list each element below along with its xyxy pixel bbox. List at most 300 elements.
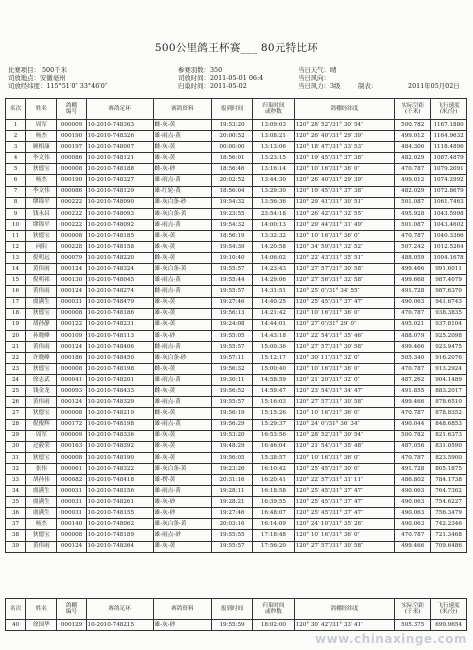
table-cell: 雄-灰-黄 <box>153 452 211 463</box>
table-cell: 5 <box>6 164 26 175</box>
table-cell: 488.079 <box>395 330 431 341</box>
table-cell: 过毅荣 <box>26 441 57 452</box>
table-row <box>6 286 467 297</box>
table-cell: 120° 30′ 11″/31° 32′ 0″ <box>294 352 395 363</box>
table-cell: 雄-雨点-黄 <box>153 419 211 430</box>
table-row <box>6 142 467 153</box>
table-cell: 10-2010-748045 <box>86 275 153 286</box>
table-cell: 李文伟 <box>26 153 57 164</box>
column-header: 赛鸽资料 <box>153 99 211 120</box>
table-cell: 10-2010-748324 <box>86 264 153 275</box>
table-cell: 15:38:57 <box>253 452 294 463</box>
table-cell: 000197 <box>57 142 86 153</box>
table-cell: 500.782 <box>395 430 431 441</box>
table-cell: 徐国华 <box>26 620 57 631</box>
table-cell: 505.340 <box>395 352 431 363</box>
column-header: 赛鸽足环 <box>86 599 153 620</box>
table-cell: 499.466 <box>395 397 431 408</box>
table-cell: 33 <box>6 475 26 486</box>
table-cell: 18:02:00 <box>253 620 294 631</box>
table-cell: 10-2010-748185 <box>86 230 153 241</box>
table-cell: 699.9654 <box>431 620 467 631</box>
table-cell: 120° 21′ 20″/31° 32′ 0″ <box>294 375 395 386</box>
table-row <box>6 219 467 230</box>
table-cell: 17:56:20 <box>253 541 294 552</box>
table-cell: 10-2010-748188 <box>86 164 153 175</box>
table-cell: 10-2010-748261 <box>86 497 153 508</box>
meta-return-time: 归巢时间：2011-05-02 <box>178 82 247 91</box>
table-cell: 120° 25′ 45″/31° 37′ 47″ <box>294 508 395 519</box>
table-cell: 15:00:36 <box>253 341 294 352</box>
table-cell: 19:56:19 <box>211 408 252 419</box>
table-cell: 10-2010-748090 <box>86 197 153 208</box>
table-cell: 20:02:52 <box>211 175 252 186</box>
table-row <box>6 153 467 164</box>
table-cell: 13:44:30 <box>253 175 294 186</box>
table-cell: 120° 27′ 57″/31° 30′ 58″ <box>294 341 395 352</box>
table-cell: 120° 10′ 16″/31° 36′ 0″ <box>294 230 395 241</box>
table-row <box>6 319 467 330</box>
table-row <box>6 253 467 264</box>
table-cell: 19:55:59 <box>211 620 252 631</box>
table-cell: 916.2076 <box>431 352 467 363</box>
table-cell: 雄-灰-黄 <box>153 319 211 330</box>
table-cell: 16:20:41 <box>253 475 294 486</box>
table-cell: 000124 <box>57 397 86 408</box>
table-cell: 24 <box>6 375 26 386</box>
table-cell: 雄-灰-黄 <box>153 242 211 253</box>
column-header: 归巢时间 或秒数 <box>253 99 294 120</box>
document-title: 500公里鸽王杯赛___ 80元特比环 <box>154 42 319 54</box>
meta-wind-force: 当日风力：3级 <box>298 82 341 91</box>
table-cell: 向阳 <box>26 242 57 253</box>
table-cell: 000124 <box>57 541 86 552</box>
table-row <box>6 441 467 452</box>
table-cell: 张伟 <box>26 463 57 474</box>
table-cell: 16:39:55 <box>253 497 294 508</box>
table-cell: 14 <box>6 264 26 275</box>
table-cell: 000079 <box>57 253 86 264</box>
table-cell: 10-2010-748092 <box>86 219 153 230</box>
table-cell: 120° 25′ 45″/31° 37′ 47″ <box>294 486 395 497</box>
table-cell: 10 <box>6 219 26 230</box>
table-cell: 狄德宝 <box>26 452 57 463</box>
table-cell: 黄伟雨 <box>26 397 57 408</box>
column-header: 姓名 <box>26 99 57 120</box>
table-cell: 10-2010-748327 <box>86 175 153 186</box>
meta-release-time: 司放时间：2011-05-01 06:4 <box>178 74 264 83</box>
table-cell: 雄-灰-黄 <box>153 153 211 164</box>
table-cell: 000129 <box>57 620 86 631</box>
table-cell: 10-2010-748215 <box>86 620 153 631</box>
table-cell: 000109 <box>57 330 86 341</box>
table-cell: 25 <box>6 386 26 397</box>
table-cell: 1043.4602 <box>431 219 467 230</box>
table-cell: 991.6011 <box>431 264 467 275</box>
table-row <box>6 120 467 131</box>
table-cell: 1164.9632 <box>431 131 467 142</box>
table-cell: 19 <box>6 319 26 330</box>
table-cell: 000082 <box>57 475 86 486</box>
column-header: 飞行速度 (米/分) <box>431 599 467 620</box>
table-cell: 14:40:25 <box>253 297 294 308</box>
table-cell: 831.0590 <box>431 441 467 452</box>
table-cell: 120° 21′ 54″/31° 35′ 48″ <box>294 441 395 452</box>
table-row <box>6 242 467 253</box>
table-cell: 19:56:52 <box>211 386 252 397</box>
table-cell: 490.063 <box>395 497 431 508</box>
table-cell: 500.782 <box>395 120 431 131</box>
table-cell: 120° 27′ 56″/31° 32′ 58″ <box>294 275 395 286</box>
table-cell: 14:23:43 <box>253 264 294 275</box>
table-cell: 10-2010-748274 <box>86 286 153 297</box>
table-cell: 925.2098 <box>431 330 467 341</box>
table-cell: 499.466 <box>395 541 431 552</box>
table-cell: 2 <box>6 131 26 142</box>
table-cell: 10-2010-748479 <box>86 297 153 308</box>
table-body <box>6 120 467 553</box>
table-cell: 19:54:39 <box>211 242 252 253</box>
table-cell: 19:23:26 <box>211 463 252 474</box>
table-cell: 14:44:01 <box>253 319 294 330</box>
meta-release-coord: 司放经纬度：115°51′0″ 33°46′0″ <box>8 82 108 91</box>
table-cell: 1167.1880 <box>431 120 467 131</box>
table-cell: 10-2010-748158 <box>86 242 153 253</box>
table-row <box>6 408 467 419</box>
table-cell: 120° 10′ 16″/31° 36′ 0″ <box>294 364 395 375</box>
column-header: 报到时间 <box>211 599 252 620</box>
table-cell: 923.9475 <box>431 341 467 352</box>
table-cell: 721.3468 <box>431 530 467 541</box>
table-cell: 1 <box>6 120 26 131</box>
table-cell: 雌-灰-黄 <box>153 142 211 153</box>
table-cell: 10-2010-748220 <box>86 253 153 264</box>
table-cell: 821.6373 <box>431 430 467 441</box>
table-cell: 000031 <box>57 486 86 497</box>
table-cell: 杨杰 <box>26 519 57 530</box>
table-cell: 雄-灰-黄 <box>153 430 211 441</box>
table-cell: 钱金龙 <box>26 386 57 397</box>
table-cell: 120° 27′ 0″/31° 29′ 0″ <box>294 319 395 330</box>
table-cell: 黄伟雨 <box>26 341 57 352</box>
table-cell: 雄-灰-砂 <box>153 330 211 341</box>
table-cell: 000222 <box>57 219 86 230</box>
table-cell: 764.7362 <box>431 486 467 497</box>
table-cell: 000008 <box>57 364 86 375</box>
table-cell: 938.3835 <box>431 308 467 319</box>
table-cell: 499.012 <box>395 131 431 142</box>
table-cell: 32 <box>6 463 26 474</box>
table-cell: 26 <box>6 397 26 408</box>
table-cell: 19:55:57 <box>211 397 252 408</box>
table-cell: 000222 <box>57 208 86 219</box>
table-cell: 15:16:03 <box>253 397 294 408</box>
table-cell: 120° 10′ 16″/31° 36′ 0″ <box>294 530 395 541</box>
table-row <box>6 452 467 463</box>
table-cell: 10-2010-748433 <box>86 386 153 397</box>
table-cell: 雄-雨点-黄 <box>153 275 211 286</box>
table-cell: 987.6370 <box>431 286 467 297</box>
table-cell: 10-2010-748364 <box>86 541 153 552</box>
table-cell: 20:00:52 <box>211 131 252 142</box>
table-cell: 000086 <box>57 153 86 164</box>
table-cell: 20:03:16 <box>211 519 252 530</box>
table-cell: 000009 <box>57 120 86 131</box>
table-cell: 754.6227 <box>431 497 467 508</box>
table-cell: 狄德宝 <box>26 408 57 419</box>
table-cell: 484.306 <box>395 142 431 153</box>
table-cell: 470.787 <box>395 452 431 463</box>
table-cell: 000093 <box>57 386 86 397</box>
table-cell: 13:08:21 <box>253 131 294 142</box>
table-cell: 雄-雨点-黄 <box>153 219 211 230</box>
table-cell: 雄-灰-黄 <box>153 541 211 552</box>
meta-made: 制表： <box>358 82 378 91</box>
table-cell: 120° 10′ 16″/31° 36′ 0″ <box>294 452 395 463</box>
table-cell: 000031 <box>57 497 86 508</box>
table-cell: 35 <box>6 497 26 508</box>
column-header: 赛鸽足环 <box>86 99 153 120</box>
table-cell: 878.8352 <box>431 408 467 419</box>
table-cell: 15:00:40 <box>253 364 294 375</box>
table-cell: 000031 <box>57 297 86 308</box>
table-cell: 狄德宝 <box>26 230 57 241</box>
table-cell: 120° 27′ 57″/31° 30′ 58″ <box>294 541 395 552</box>
table-cell: 雄-灰-黄 <box>153 297 211 308</box>
table-cell: 19:10:40 <box>211 253 252 264</box>
table-cell: 491.728 <box>395 463 431 474</box>
table-cell: 15 <box>6 275 26 286</box>
table-cell: 19:55:57 <box>211 264 252 275</box>
table-cell: 1074.2992 <box>431 175 467 186</box>
meta-weather: 当日天气：晴 <box>298 66 337 74</box>
table-cell: 10-2010-748201 <box>86 375 153 386</box>
table-cell: 000008 <box>57 230 86 241</box>
table-cell: 000031 <box>57 508 86 519</box>
table-row <box>6 186 467 197</box>
table-cell: 470.787 <box>395 164 431 175</box>
table-cell: 14:29:06 <box>253 275 294 286</box>
table-cell: 16:46:04 <box>253 441 294 452</box>
table-cell: 12 <box>6 242 26 253</box>
table-cell: 16:10:42 <box>253 463 294 474</box>
table-cell: 10-2010-748231 <box>86 319 153 330</box>
table-cell: 周军 <box>26 430 57 441</box>
table-cell: 490.063 <box>395 297 431 308</box>
table-row <box>6 197 467 208</box>
table-cell: 495.928 <box>395 208 431 219</box>
meta-pigeons: 参赛羽数：350 <box>178 66 223 74</box>
table-cell: 缪锦平 <box>26 219 57 230</box>
table-cell: 雄-红轮-黄 <box>153 186 211 197</box>
table-cell: 14:21:42 <box>253 308 294 319</box>
table-cell: 000122 <box>57 319 86 330</box>
table-cell: 雄-楞-黄 <box>153 475 211 486</box>
table-row <box>6 330 467 341</box>
table-row <box>6 375 467 386</box>
table-cell: 18:56:19 <box>211 230 252 241</box>
table-row <box>6 208 467 219</box>
table-cell: 雄-雨点-黄 <box>153 131 211 142</box>
footer-table <box>5 598 467 631</box>
table-cell: 000186 <box>57 352 86 363</box>
table-cell: 16:53:56 <box>253 430 294 441</box>
table-cell: 756.3479 <box>431 508 467 519</box>
table-cell: 120° 22′ 43″/31° 35′ 51″ <box>294 253 395 264</box>
table-cell: 30 <box>6 441 26 452</box>
table-cell: 499.012 <box>395 175 431 186</box>
table-cell: 16:18:58 <box>253 486 294 497</box>
table-cell: 15:12:17 <box>253 352 294 363</box>
table-cell: 13:56:36 <box>253 197 294 208</box>
table-cell: 10-2010-748189 <box>86 530 153 541</box>
table-cell: 120° 22′ 57″/31° 31′ 11″ <box>294 475 395 486</box>
table-row <box>6 620 467 631</box>
table-cell: 848.6853 <box>431 419 467 430</box>
table-cell: 虞满生 <box>26 486 57 497</box>
table-row <box>6 275 467 286</box>
table-cell: 16 <box>6 286 26 297</box>
table-cell: 雄-灰-砂 <box>153 620 211 631</box>
meta-date: 2011年05月02日 <box>408 82 460 91</box>
table-cell: 19:55:44 <box>211 275 252 286</box>
table-cell: 470.787 <box>395 308 431 319</box>
table-cell: 狄德宝 <box>26 308 57 319</box>
table-cell: 雌-灰-黄 <box>153 253 211 264</box>
table-cell: 000008 <box>57 452 86 463</box>
table-cell: 742.2346 <box>431 519 467 530</box>
table-header-row <box>6 99 467 120</box>
table-cell: 14:31:51 <box>253 286 294 297</box>
table-cell: 499.466 <box>395 264 431 275</box>
table-cell: 7 <box>6 186 26 197</box>
table-cell: 000140 <box>57 519 86 530</box>
table-row <box>6 519 467 530</box>
table-cell: 19:23:55 <box>211 208 252 219</box>
results-table <box>5 98 467 553</box>
table-cell: 1012.5264 <box>431 242 467 253</box>
table-cell: 10-2010-748322 <box>86 463 153 474</box>
table-cell: 120° 29′ 41″/31° 30′ 51″ <box>294 197 395 208</box>
table-cell: 1040.3366 <box>431 230 467 241</box>
table-cell: 13 <box>6 253 26 264</box>
table-cell: 120° 28′ 52″/31° 30′ 54″ <box>294 120 395 131</box>
table-cell: 雄-灰白条-黄 <box>153 264 211 275</box>
table-cell: 000222 <box>57 197 86 208</box>
table-cell: 000124 <box>57 341 86 352</box>
table-row <box>6 230 467 241</box>
table-cell: 19:56:13 <box>211 308 252 319</box>
table-cell: 10-2010-748450 <box>86 352 153 363</box>
table-cell: 10-2010-748392 <box>86 441 153 452</box>
table-cell: 14:20:58 <box>253 242 294 253</box>
table-cell: 19:55:55 <box>211 530 252 541</box>
table-cell: 499.668 <box>395 275 431 286</box>
table-cell: 胡孙伟 <box>26 475 57 486</box>
table-cell: 19:56:29 <box>211 419 252 430</box>
table-cell: 937.8104 <box>431 319 467 330</box>
table-cell: 20 <box>6 330 26 341</box>
table-cell: 805.1875 <box>431 463 467 474</box>
table-cell: 487.262 <box>395 375 431 386</box>
table-cell: 3 <box>6 142 26 153</box>
table-cell: 雄-雨点-黄 <box>153 175 211 186</box>
table-cell: 487.056 <box>395 441 431 452</box>
table-cell: 34 <box>6 486 26 497</box>
meta-release-place: 司放地点：安徽亳州 <box>8 74 66 83</box>
table-cell: 10-2010-748113 <box>86 330 153 341</box>
table-cell: 许晓峰 <box>26 352 57 363</box>
table-cell: 000190 <box>57 131 86 142</box>
table-cell: 501.087 <box>395 219 431 230</box>
column-header: 实际空距 (千米) <box>395 99 431 120</box>
table-cell: 120° 19′ 45″/31° 37′ 38″ <box>294 153 395 164</box>
column-header: 鸽棚经纬度 <box>294 99 395 120</box>
table-cell: 000041 <box>57 375 86 386</box>
table-cell: 10-2010-748093 <box>86 208 153 219</box>
column-header: 鸽棚 编号 <box>57 599 86 620</box>
table-cell: 19:54:32 <box>211 197 252 208</box>
table-cell: 17:18:48 <box>253 530 294 541</box>
table-cell: 杨杰 <box>26 131 57 142</box>
table-row <box>6 364 467 375</box>
table-cell: 120° 27′ 57″/31° 30′ 58″ <box>294 397 395 408</box>
table-cell: 10-2010-748198 <box>86 419 153 430</box>
table-cell: 14:58:59 <box>253 375 294 386</box>
table-cell: 120° 28′ 52″/31° 30′ 54″ <box>294 430 395 441</box>
table-cell: 10-2010-748418 <box>86 475 153 486</box>
table-cell: 120° 19′ 45″/31° 37′ 38″ <box>294 186 395 197</box>
table-cell: 虞满生 <box>26 508 57 519</box>
table-cell: 486.802 <box>395 475 431 486</box>
table-cell: 000172 <box>57 419 86 430</box>
table-cell: 雄-灰-黄 <box>153 441 211 452</box>
table-cell: 31 <box>6 452 26 463</box>
table-row <box>6 486 467 497</box>
watermark: www.chinaxinge.com <box>314 632 467 646</box>
table-cell: 徐志武 <box>26 375 57 386</box>
table-cell: 19:54:32 <box>211 219 252 230</box>
table-cell: 13:29:30 <box>253 186 294 197</box>
table-cell: 10-2010-748062 <box>86 519 153 530</box>
table-cell: 雄-灰-黄 <box>153 230 211 241</box>
table-cell: 878.6510 <box>431 397 467 408</box>
table-cell: 495.021 <box>395 319 431 330</box>
table-cell: 6 <box>6 175 26 186</box>
table-cell: 狄德宝 <box>26 164 57 175</box>
table-cell: 孙晓峰 <box>26 330 57 341</box>
table-cell: 482.029 <box>395 186 431 197</box>
table-cell: 雌-灰-黄 <box>153 120 211 131</box>
table-cell: 29 <box>6 430 26 441</box>
table-cell: 904.1489 <box>431 375 467 386</box>
table-cell: 10-2010-748121 <box>86 153 153 164</box>
table-cell: 941.6743 <box>431 297 467 308</box>
table-cell: 19:53:20 <box>211 120 252 131</box>
table-cell: 000228 <box>57 242 86 253</box>
table-cell: 雄-灰-砂 <box>153 508 211 519</box>
table-cell: 10-2010-748186 <box>86 308 153 319</box>
table-row <box>6 308 467 319</box>
table-cell: 雄-雨点-黄 <box>153 375 211 386</box>
table-cell: 120° 10′ 16″/31° 36′ 0″ <box>294 408 395 419</box>
table-cell: 490.063 <box>395 508 431 519</box>
table-cell: 18 <box>6 308 26 319</box>
table-cell: 120° 30′ 42″/31° 33′ 41″ <box>294 620 395 631</box>
table-cell: 490.044 <box>395 419 431 430</box>
table-cell: 13:16:14 <box>253 164 294 175</box>
table-cell: 22 <box>6 352 26 363</box>
